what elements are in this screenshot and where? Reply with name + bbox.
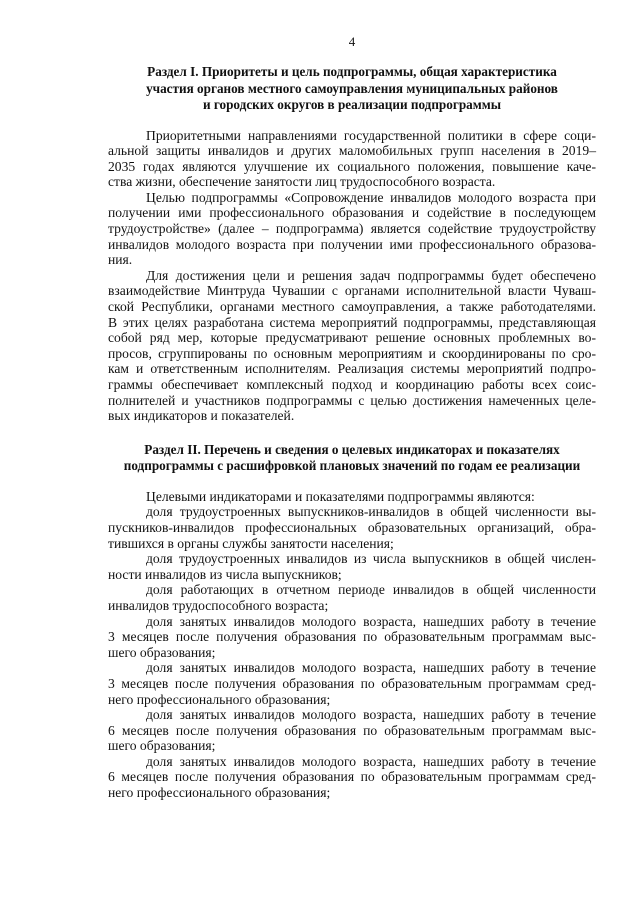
text-line: 2035 годах являются улучшение их социального положения, повышение каче- xyxy=(108,158,596,174)
text-line: вых индикаторов и показателей. xyxy=(108,408,295,424)
heading-line: Раздел II. Перечень и сведения о целевых индикаторах и показателях xyxy=(144,441,560,457)
text-line: него профессионального образования; xyxy=(108,785,331,801)
text-line: кам и ответственным исполнителям. Реализация системы мероприятий подпро- xyxy=(108,361,596,377)
text-line: доля трудоустроенных инвалидов из числа выпускников в общей числен- xyxy=(146,551,596,567)
text-line: 3 месяцев после получения образования по образовательным программам сред- xyxy=(108,675,596,691)
text-line: доля трудоустроенных выпускников-инвалидов в общей численности вы- xyxy=(146,504,596,520)
document-page xyxy=(108,34,596,801)
list-item xyxy=(108,504,596,551)
text-line: 6 месяцев после получения образования по образовательным программам сред- xyxy=(108,769,596,785)
heading-line: и городских округов в реализации подпрограммы xyxy=(202,97,502,112)
page-number: 4 xyxy=(348,34,356,49)
paragraph xyxy=(108,190,596,268)
text-line: доля занятых инвалидов молодого возраста, нашедших работу в течение xyxy=(146,707,596,723)
section-2-heading xyxy=(108,442,596,475)
text-line: получении ими профессионального образования и содействие в последующем xyxy=(108,205,596,221)
text-line: просов, сгруппированы по основным мероприятиям и скоординированы по сро- xyxy=(108,345,596,361)
text-line: ности инвалидов из числа выпускников; xyxy=(108,566,342,582)
text-line: 6 месяцев после получения образования по образовательным программам выс- xyxy=(108,722,596,738)
text-line: инвалидов молодого возраста при получении ими профессионального образова- xyxy=(108,236,596,252)
text-line: ния. xyxy=(108,252,133,268)
section-1-heading xyxy=(108,64,596,114)
text-line: доля занятых инвалидов молодого возраста, нашедших работу в течение xyxy=(146,613,596,629)
text-line: тившихся в органы службы занятости населения; xyxy=(108,535,394,551)
text-line: 3 месяцев после получения образования по образовательным программам выс- xyxy=(108,629,596,645)
text-line: альной защиты инвалидов и других маломобильных групп населения в 2019– xyxy=(108,143,596,159)
text-line: доля работающих в отчетном периоде инвалидов в общей численности xyxy=(146,582,596,598)
text-line: доля занятых инвалидов молодого возраста, нашедших работу в течение xyxy=(146,753,596,769)
text-line: шего образования; xyxy=(108,738,216,754)
text-line: граммы обеспечивает комплексный подход и координацию работы всех соис- xyxy=(108,377,596,392)
text-line: пускников-инвалидов профессиональных образовательных организаций, обра- xyxy=(108,519,596,535)
text-line: ства жизни, обеспечение занятости лиц трудоспособного возраста. xyxy=(108,174,496,190)
text-line: собой ряд мер, которые предусматривают решение основных проблемных во- xyxy=(108,330,596,346)
heading-line: Раздел I. Приоритеты и цель подпрограммы, общая характеристика xyxy=(147,64,557,79)
text-line: доля занятых инвалидов молодого возраста, нашедших работу в течение xyxy=(146,660,596,676)
heading-line: подпрограммы с расшифровкой плановых значений по годам ее реализации xyxy=(123,458,581,474)
text-line: трудоустройстве» (далее – подпрограмма) является содействие трудоустройству xyxy=(108,221,596,237)
paragraph xyxy=(108,128,596,190)
text-line: В этих целях разработана система мероприятий подпрограммы, представляющая xyxy=(108,314,596,330)
paragraph xyxy=(108,268,596,424)
list-item xyxy=(108,551,596,582)
text-line: Приоритетными направлениями государственной политики в сфере соци- xyxy=(146,127,596,143)
list-item xyxy=(108,660,596,707)
list-item xyxy=(108,754,596,801)
list-item xyxy=(108,614,596,661)
text-line: него профессионального образования; xyxy=(108,691,331,707)
text-line: инвалидов трудоспособного возраста; xyxy=(108,597,329,613)
text-line: взаимодействие Минтруда Чувашии с органами исполнительной власти Чуваш- xyxy=(108,283,596,299)
list-item xyxy=(108,707,596,754)
text-line: ской Республики, органами местного самоуправления, а также работодателями. xyxy=(108,299,596,315)
text-line: шего образования; xyxy=(108,644,216,660)
heading-line: участия органов местного самоуправления муниципальных районов xyxy=(146,80,558,96)
paragraph-intro xyxy=(108,489,596,505)
list-item xyxy=(108,582,596,613)
text-line: полнителей и участников подпрограммы с целью достижения намеченных целе- xyxy=(108,392,596,408)
text-line: Целью подпрограммы «Сопровождение инвалидов молодого возраста при xyxy=(146,189,596,205)
text-line: Целевыми индикаторами и показателями подпрограммы являются: xyxy=(146,488,535,504)
text-line: Для достижения цели и решения задач подпрограммы будет обеспечено xyxy=(146,267,596,283)
